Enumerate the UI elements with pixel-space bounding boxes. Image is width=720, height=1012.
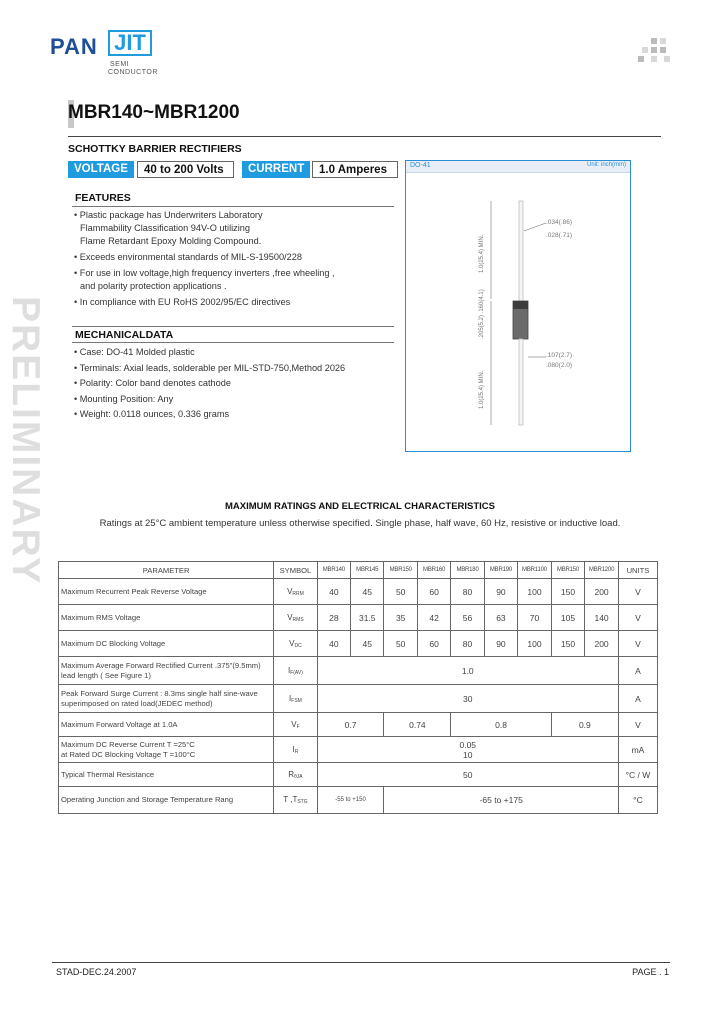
mechanical-list <box>74 345 400 423</box>
logo-pan-text: PAN <box>50 34 98 59</box>
logo-conductor-text: CONDUCTOR <box>108 69 158 76</box>
mechanical-item-weight: • Weight: 0.0118 ounces, 0.336 grams <box>74 409 230 419</box>
row-value: 90 <box>484 631 517 657</box>
table-row <box>59 605 658 631</box>
table-header-row <box>59 562 658 579</box>
row-param: Maximum DC Blocking Voltage <box>59 631 274 657</box>
header-part: MBR145 <box>351 562 384 579</box>
logo-semi-text: SEMI <box>110 61 130 68</box>
voltage-label-badge: VOLTAGE <box>68 161 134 178</box>
row-value: -55 to +150 <box>317 787 384 814</box>
row-value: 1.0 <box>317 657 618 685</box>
row-param: Operating Junction and Storage Temperature Rang <box>59 787 274 814</box>
row-param: Maximum Forward Voltage at 1.0A <box>59 713 274 737</box>
row-value: 80 <box>451 631 484 657</box>
mechanical-item-case: • Case: DO-41 Molded plastic <box>74 347 195 357</box>
row-symbol: $I_R$ <box>274 737 317 763</box>
dim-lead-dia-1: .034(.86) <box>546 219 573 226</box>
mechanical-item-mounting: • Mounting Position: Any <box>74 393 174 404</box>
table-row <box>59 713 658 737</box>
package-name: DO-41 <box>410 162 431 169</box>
row-unit: A <box>618 657 657 685</box>
row-param: Typical Thermal Resistance <box>59 763 274 787</box>
header-part: MBR190 <box>484 562 517 579</box>
ratings-note: Ratings at 25°C ambient temperature unless otherwise specified. Single phase, half wave, 60 Hz, resistive or inductive load. <box>99 518 621 529</box>
feature-line: • Plastic package has Underwriters Laboratory <box>74 210 263 220</box>
row-value: 31.5 <box>351 605 384 631</box>
row-unit: mA <box>618 737 657 763</box>
leader-lead <box>524 223 546 231</box>
current-value-badge: 1.0 Amperes <box>312 161 398 178</box>
header-part: MBR150 <box>551 562 584 579</box>
mechanical-divider <box>72 342 394 343</box>
row-value: 0.74 <box>384 713 451 737</box>
row-value: 63 <box>484 605 517 631</box>
row-value: 100 <box>518 631 552 657</box>
table-row <box>59 787 658 814</box>
product-subtitle: SCHOTTKY BARRIER RECTIFIERS <box>68 143 242 155</box>
row-value: 50 <box>384 579 417 605</box>
footer-date: STAD-DEC.24.2007 <box>56 967 137 977</box>
mechanical-divider-top <box>72 326 394 327</box>
row-symbol: $V_F$ <box>274 713 317 737</box>
row-symbol: $V_{DC}$ <box>274 631 317 657</box>
table-row <box>59 631 658 657</box>
row-unit: V <box>618 713 657 737</box>
row-symbol: $R_{\theta JA}$ <box>274 763 317 787</box>
header-part: MBR1100 <box>518 562 552 579</box>
row-value: 0.8 <box>451 713 551 737</box>
row-value: 150 <box>551 631 584 657</box>
row-value: 150 <box>551 579 584 605</box>
row-value: 42 <box>417 605 450 631</box>
row-value: 28 <box>317 605 350 631</box>
preliminary-watermark <box>3 296 47 586</box>
row-value: 45 <box>351 579 384 605</box>
table-row <box>59 657 658 685</box>
row-value: 100 <box>518 579 552 605</box>
dim-body-dia-1: .107(2.7) <box>546 352 573 359</box>
row-value: 70 <box>518 605 552 631</box>
row-value: 50 <box>384 631 417 657</box>
decorative-dots-icon <box>638 38 670 68</box>
row-param: Maximum Average Forward Rectified Current .375"(9.5mm) lead length ( See Figure 1) <box>59 657 274 685</box>
mechanical-item-terminals: • Terminals: Axial leads, solderable per MIL-STD-750,Method 2026 <box>74 362 346 373</box>
ratings-heading: MAXIMUM RATINGS AND ELECTRICAL CHARACTERISTICS <box>224 501 496 512</box>
feature-line: • Exceeds environmental standards of MIL-S-19500/228 <box>74 252 302 262</box>
header-symbol: SYMBOL <box>274 562 317 579</box>
row-param: Maximum Recurrent Peak Reverse Voltage <box>59 579 274 605</box>
lead-bottom <box>519 339 523 425</box>
footer-page: PAGE . 1 <box>632 967 669 977</box>
table-row <box>59 763 658 787</box>
table-row <box>59 737 658 763</box>
features-divider <box>72 206 394 207</box>
cathode-band <box>513 301 528 309</box>
dim-body-dia-2: .080(2.0) <box>546 362 573 369</box>
row-value: 140 <box>585 605 619 631</box>
row-value: 56 <box>451 605 484 631</box>
row-value: 35 <box>384 605 417 631</box>
header-part: MBR140 <box>317 562 350 579</box>
package-unit: Unit: inch(mm) <box>586 162 626 168</box>
row-param: Peak Forward Surge Current : 8.3ms single half sine-wave superimposed on rated load(JEDEC method) <box>59 685 274 713</box>
lead-top <box>519 201 523 303</box>
mechanical-item-polarity: • Polarity: Color band denotes cathode <box>74 378 231 388</box>
row-param: Maximum DC Reverse Current T =25°C at Rated DC Blocking Voltage T =100°C <box>59 737 274 763</box>
row-value: 0.9 <box>551 713 618 737</box>
features-list <box>74 209 400 312</box>
feature-line: • In compliance with EU RoHS 2002/95/EC directives <box>74 297 291 307</box>
ratings-table <box>58 561 658 814</box>
row-unit: V <box>618 605 657 631</box>
table-row <box>59 579 658 605</box>
row-value: 60 <box>417 579 450 605</box>
feature-item <box>74 296 400 309</box>
row-unit: V <box>618 631 657 657</box>
header-part: MBR1200 <box>585 562 619 579</box>
footer-divider <box>52 962 670 963</box>
dim-lead-bottom-label: 1.0(25.4) MIN. <box>479 370 485 409</box>
dim-body-label: .205(5.2) .160(4.1) <box>479 289 485 339</box>
row-value: 60 <box>417 631 450 657</box>
watermark-text: PRELIMINARY <box>4 296 47 586</box>
row-unit: °C <box>618 787 657 814</box>
feature-item <box>74 209 400 248</box>
row-value: 50 <box>317 763 618 787</box>
title-divider <box>68 136 661 137</box>
header-part: MBR150 <box>384 562 417 579</box>
dim-lead-dia-2: .028(.71) <box>546 232 573 239</box>
row-value: 200 <box>585 631 619 657</box>
row-value: 200 <box>585 579 619 605</box>
row-value: 0.7 <box>317 713 384 737</box>
row-symbol: T $,T_{STG}$ <box>274 787 317 814</box>
row-symbol: $I_{FSM}$ <box>274 685 317 713</box>
row-value: 40 <box>317 631 350 657</box>
package-outline-drawing <box>405 160 631 452</box>
header-part: MBR180 <box>451 562 484 579</box>
row-value: 45 <box>351 631 384 657</box>
row-value: 0.05 10 <box>317 737 618 763</box>
row-value: 105 <box>551 605 584 631</box>
current-label-badge: CURRENT <box>242 161 310 178</box>
feature-line: Flammability Classification 94V-O utilizing <box>80 223 251 233</box>
row-symbol: $V_{RMS}$ <box>274 605 317 631</box>
feature-line: Flame Retardant Epoxy Molding Compound. <box>80 236 262 246</box>
features-heading: FEATURES <box>75 192 131 204</box>
feature-item <box>74 267 400 293</box>
row-value: 90 <box>484 579 517 605</box>
feature-line: and polarity protection applications . <box>80 281 227 291</box>
feature-line: • For use in low voltage,high frequency inverters ,free wheeling , <box>74 268 335 278</box>
row-symbol: $V_{RRM}$ <box>274 579 317 605</box>
table-row <box>59 685 658 713</box>
dim-lead-top-label: 1.0(25.4) MIN. <box>479 234 485 273</box>
row-value: 80 <box>451 579 484 605</box>
row-value: -65 to +175 <box>384 787 618 814</box>
diode-drawing <box>406 161 632 453</box>
header-units: UNITS <box>618 562 657 579</box>
logo-jit-box: JIT <box>108 30 152 56</box>
row-value: 40 <box>317 579 350 605</box>
row-symbol: $I_{F(AV)}$ <box>274 657 317 685</box>
mechanical-heading: MECHANICALDATA <box>75 329 174 341</box>
row-param: Maximum RMS Voltage <box>59 605 274 631</box>
header-part: MBR160 <box>417 562 450 579</box>
feature-item <box>74 251 400 264</box>
row-unit: V <box>618 579 657 605</box>
header-parameter: PARAMETER <box>59 562 274 579</box>
row-value: 30 <box>317 685 618 713</box>
voltage-value-badge: 40 to 200 Volts <box>137 161 234 178</box>
page-title: MBR140~MBR1200 <box>68 102 240 123</box>
row-unit: A <box>618 685 657 713</box>
row-unit: °C / W <box>618 763 657 787</box>
